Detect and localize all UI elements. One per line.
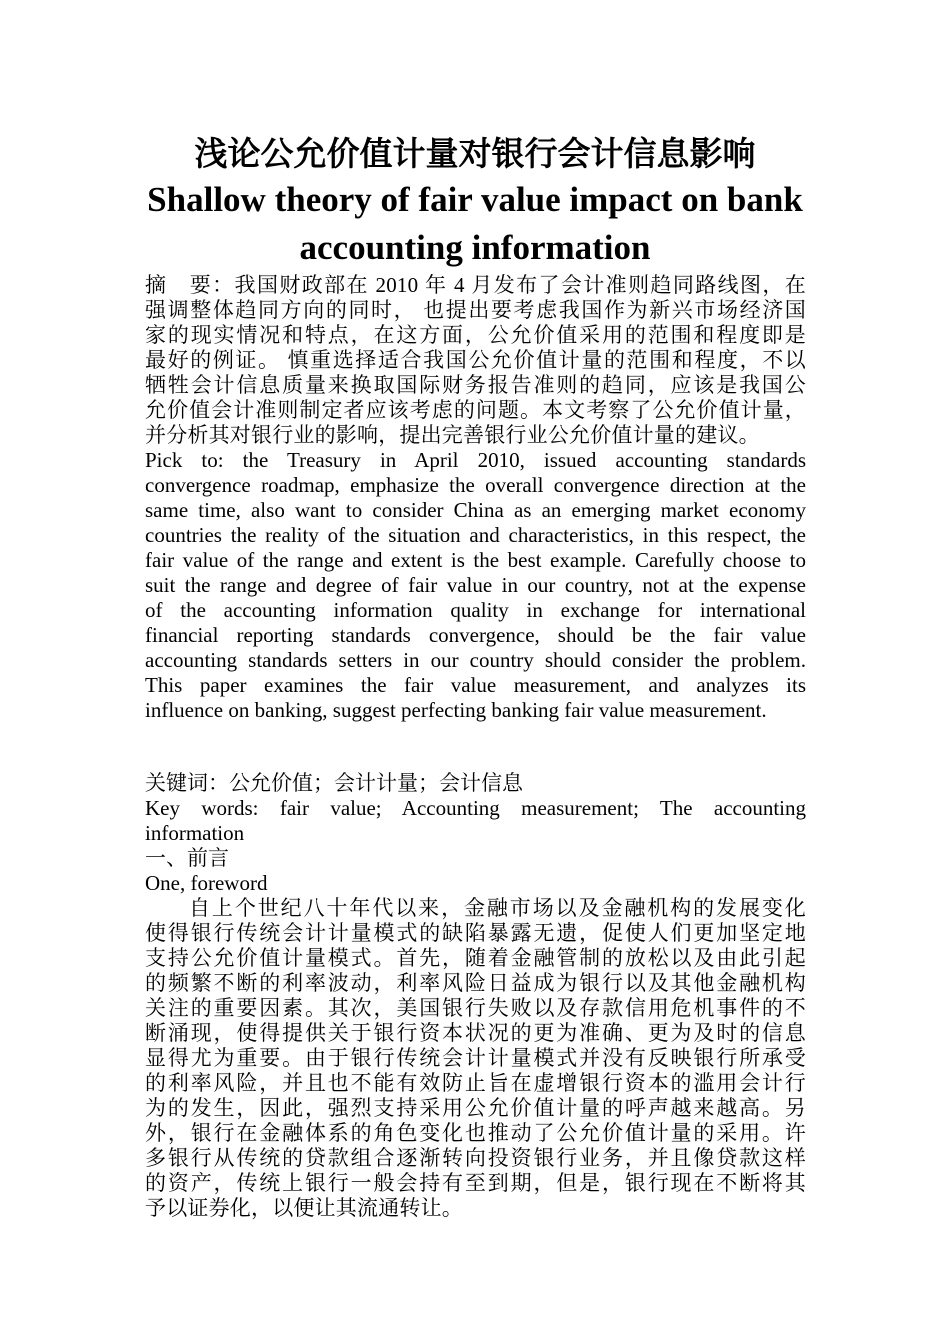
text-line: 予以证券化，以便让其流通转让。: [145, 1196, 463, 1220]
title-english-line: Shallow theory of fair value impact on bank: [147, 180, 803, 219]
text-line: 为的发生，因此，强烈支持采用公允价值计量的呼声越来越高。另: [145, 1096, 806, 1120]
keywords-english-line: information: [145, 821, 245, 845]
keywords-chinese: 关键词：公允价值；会计计量；会计信息: [145, 771, 523, 795]
text-line: convergence roadmap, emphasize the overall convergence direction at the: [145, 473, 806, 497]
text-line: suit the range and degree of fair value in our country, not at the expense: [145, 573, 806, 597]
text-line: 家的现实情况和特点，在这方面，公允价值采用的范围和程度即是: [145, 323, 806, 347]
text-line: same time, also want to consider China as an emerging market economy: [145, 498, 806, 522]
text-line: 断涌现，使得提供关于银行资本状况的更为准确、更为及时的信息: [145, 1021, 806, 1045]
title-chinese: 浅论公允价值计量对银行会计信息影响: [194, 137, 756, 173]
text-line: 并分析其对银行业的影响，提出完善银行业公允价值计量的建议。: [145, 423, 760, 447]
text-line: accounting standards setters in our country should consider the problem.: [145, 648, 806, 672]
keywords-english-line: Key words: fair value; Accounting measurement; The accounting: [145, 796, 806, 820]
text-line: This paper examines the fair value measurement, and analyzes its: [145, 673, 806, 697]
text-line: 多银行从传统的贷款组合逐渐转向投资银行业务，并且像贷款这样: [145, 1146, 806, 1170]
text-line: 最好的例证。 慎重选择适合我国公允价值计量的范围和程度，不以: [145, 348, 806, 372]
text-line: Pick to: the Treasury in April 2010, issued accounting standards: [145, 448, 806, 472]
abstract-chinese: [145, 273, 806, 448]
title-english-line: accounting information: [299, 228, 651, 267]
text-line: 自上个世纪八十年代以来，金融市场以及金融机构的发展变化: [189, 896, 806, 920]
text-line: fair value of the range and extent is the best example. Carefully choose to: [145, 548, 806, 572]
text-line: influence on banking, suggest perfecting banking fair value measurement.: [145, 698, 767, 722]
text-line: 强调整体趋同方向的同时， 也提出要考虑我国作为新兴市场经济国: [145, 298, 806, 322]
text-line: 允价值会计准则制定者应该考虑的问题。本文考察了公允价值计量，: [145, 398, 806, 422]
section-heading-chinese: 一、前言: [145, 846, 229, 870]
text-line: 外，银行在金融体系的角色变化也推动了公允价值计量的采用。许: [145, 1121, 806, 1145]
section-heading-english: One, foreword: [145, 871, 268, 895]
text-line: 的频繁不断的利率波动，利率风险日益成为银行以及其他金融机构: [145, 971, 806, 995]
title-english: [0, 176, 950, 272]
body-paragraph-chinese: [145, 896, 806, 1221]
abstract-english: [145, 448, 806, 723]
text-line: of the accounting information quality in exchange for international: [145, 598, 806, 622]
keywords-section: [145, 771, 806, 896]
text-line: 的利率风险，并且也不能有效防止旨在虚增银行资本的滥用会计行: [145, 1071, 806, 1095]
text-line: 牺牲会计信息质量来换取国际财务报告准则的趋同，应该是我国公: [145, 373, 806, 397]
text-line: 显得尤为重要。由于银行传统会计计量模式并没有反映银行所承受: [145, 1046, 806, 1070]
text-line: 关注的重要因素。其次，美国银行失败以及存款信用危机事件的不: [145, 996, 806, 1020]
text-line: 摘 要：我国财政部在 2010 年 4 月发布了会计准则趋同路线图，在: [145, 273, 806, 297]
text-line: 的资产，传统上银行一般会持有至到期，但是，银行现在不断将其: [145, 1171, 806, 1195]
text-line: countries the reality of the situation and characteristics, in this respect, the: [145, 523, 806, 547]
text-line: 使得银行传统会计计量模式的缺陷暴露无遗，促使人们更加坚定地: [145, 921, 806, 945]
text-line: 支持公允价值计量模式。首先，随着金融管制的放松以及由此引起: [145, 946, 806, 970]
text-line: financial reporting standards convergence, should be the fair value: [145, 623, 806, 647]
